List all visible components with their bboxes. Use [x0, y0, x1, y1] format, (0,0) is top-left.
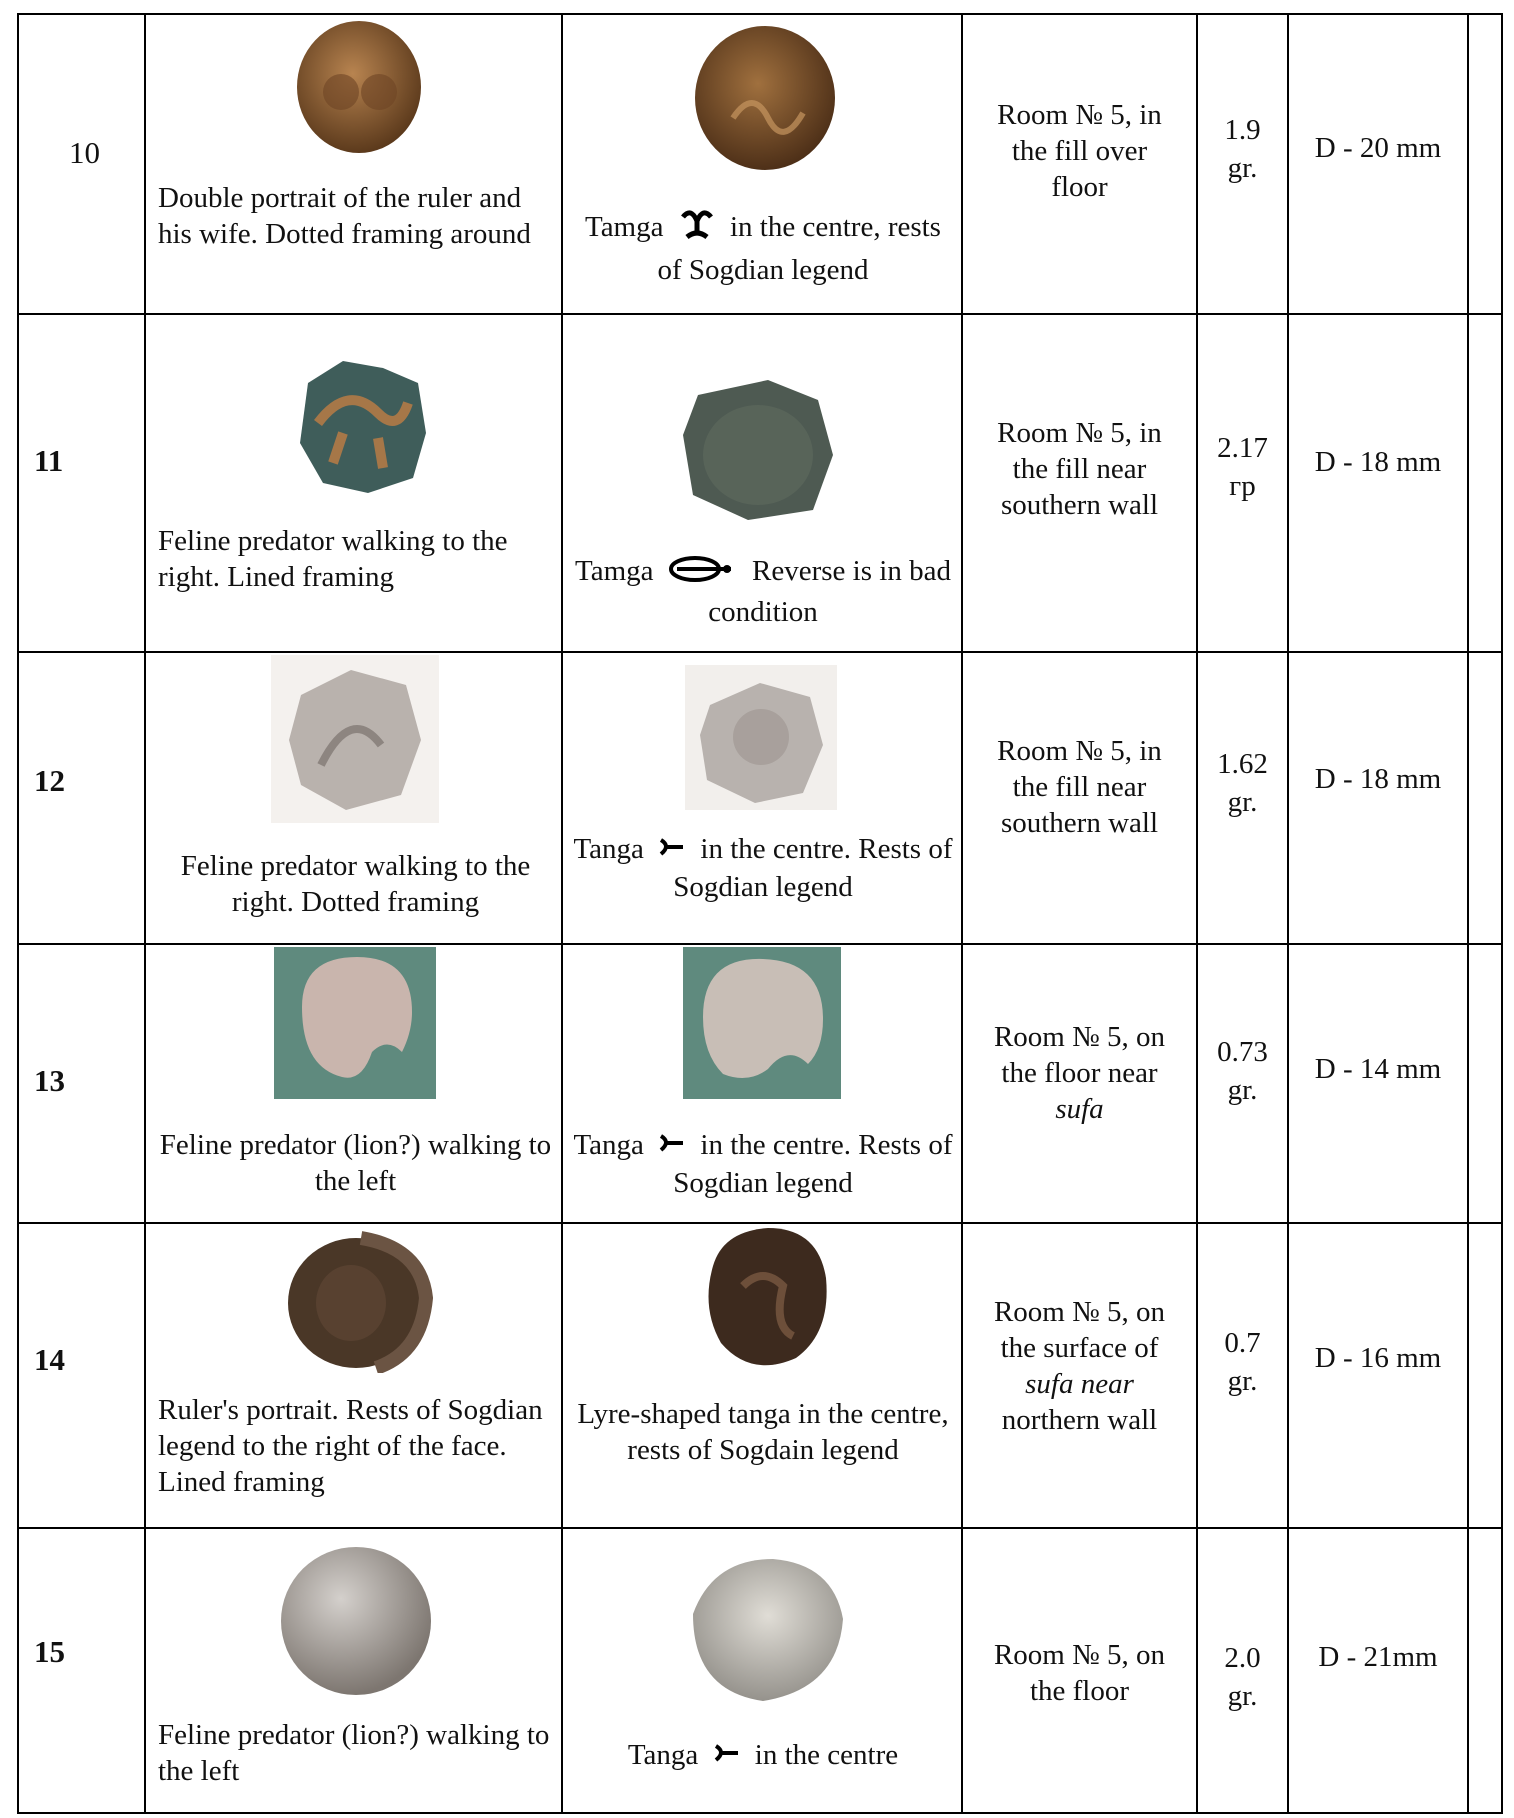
tamga-symbol-icon	[657, 833, 687, 869]
reverse-cell	[562, 314, 962, 652]
size-cell	[1288, 652, 1468, 944]
size-text: D - 18 mm	[1314, 446, 1442, 478]
reverse-cell	[562, 652, 962, 944]
obverse-cell	[145, 14, 562, 314]
weight-text: 2.0 gr.	[1224, 1642, 1261, 1712]
obverse-description: Feline predator walking to the right. Lined framing	[158, 525, 508, 593]
weight-text: 0.73 gr.	[1217, 1036, 1268, 1106]
reverse-description: Tamga Reverse is in bad condition	[573, 553, 953, 630]
tamga-symbol-icon	[712, 1739, 742, 1775]
extra-column	[1468, 1528, 1502, 1813]
weight-cell	[1197, 652, 1288, 944]
size-text: D - 20 mm	[1314, 132, 1442, 164]
coin-number: 10	[18, 14, 145, 314]
tamga-symbol-icon	[667, 553, 739, 594]
size-cell	[1288, 314, 1468, 652]
size-cell	[1288, 1223, 1468, 1528]
findspot-cell	[962, 14, 1197, 314]
weight-text: 2.17 гр	[1217, 432, 1268, 502]
weight-text: 0.7 gr.	[1224, 1327, 1261, 1397]
coin-number: 12	[18, 652, 145, 944]
obverse-description: Ruler's portrait. Rests of Sogdian legend to the right of the face. Lined framing	[158, 1394, 543, 1498]
coin-catalogue-table	[17, 13, 1503, 1814]
obverse-description: Feline predator (lion?) walking to the left	[159, 1129, 552, 1197]
reverse-description: Lyre-shaped tanga in the centre, rests of Sogdain legend	[577, 1398, 949, 1466]
extra-column	[1468, 314, 1502, 652]
reverse-description: Tamga in the centre, rests of Sogdian legend	[573, 207, 953, 288]
reverse-cell	[562, 944, 962, 1223]
weight-cell	[1197, 944, 1288, 1223]
coin-obverse-image	[274, 947, 436, 1099]
reverse-cell	[562, 1223, 962, 1528]
coin-reverse-image	[683, 947, 841, 1099]
weight-cell	[1197, 14, 1288, 314]
obverse-description: Feline predator walking to the right. Dotted framing	[180, 850, 531, 918]
coin-number: 15	[18, 1528, 145, 1813]
findspot-cell	[962, 1528, 1197, 1813]
obverse-cell	[145, 1223, 562, 1528]
table-row	[18, 652, 1502, 944]
size-text: D - 21mm	[1318, 1641, 1438, 1673]
tamga-symbol-icon	[677, 207, 717, 252]
size-text: D - 14 mm	[1314, 1053, 1442, 1085]
obverse-cell	[145, 1528, 562, 1813]
findspot-cell	[962, 314, 1197, 652]
coin-reverse-image	[693, 1226, 833, 1376]
coin-obverse-image	[288, 353, 433, 498]
findspot-text: Room № 5, on the floor	[993, 1639, 1166, 1707]
weight-cell	[1197, 1528, 1288, 1813]
weight-cell	[1197, 1223, 1288, 1528]
size-text: D - 16 mm	[1314, 1342, 1442, 1374]
table-row	[18, 1223, 1502, 1528]
findspot-cell	[962, 944, 1197, 1223]
obverse-cell	[145, 944, 562, 1223]
coin-reverse-image	[693, 23, 838, 173]
table-row	[18, 1528, 1502, 1813]
reverse-cell	[562, 1528, 962, 1813]
reverse-cell	[562, 14, 962, 314]
tamga-symbol-icon	[657, 1129, 687, 1165]
extra-column	[1468, 944, 1502, 1223]
reverse-description: Tanga in the centre. Rests of Sogdian legend	[573, 1129, 953, 1200]
table-row	[18, 944, 1502, 1223]
findspot-text: Room № 5, in the fill over floor	[997, 99, 1162, 203]
coin-obverse-image	[291, 17, 426, 157]
size-cell	[1288, 14, 1468, 314]
table-row	[18, 314, 1502, 652]
extra-column	[1468, 652, 1502, 944]
size-cell	[1288, 944, 1468, 1223]
size-cell	[1288, 1528, 1468, 1813]
coin-number: 13	[18, 944, 145, 1223]
coin-number: 14	[18, 1223, 145, 1528]
findspot-cell	[962, 1223, 1197, 1528]
findspot-cell	[962, 652, 1197, 944]
findspot-text: Room № 5, on the floor near sufa	[993, 1021, 1166, 1125]
extra-column	[1468, 14, 1502, 314]
obverse-cell	[145, 652, 562, 944]
table-row	[18, 14, 1502, 314]
findspot-text: Room № 5, in the fill near southern wall	[997, 417, 1162, 521]
findspot-text: Room № 5, on the surface of sufa near northern wall	[993, 1296, 1166, 1436]
reverse-description: Tanga in the centre	[573, 1737, 953, 1775]
obverse-description: Feline predator (lion?) walking to the left	[158, 1719, 550, 1787]
coin-reverse-image	[685, 665, 837, 810]
coin-reverse-image	[678, 375, 838, 525]
coin-reverse-image	[678, 1554, 848, 1709]
coin-number: 11	[18, 314, 145, 652]
coin-obverse-image	[276, 1541, 436, 1701]
obverse-description: Double portrait of the ruler and his wife. Dotted framing around	[158, 182, 531, 250]
coin-obverse-image	[271, 655, 439, 823]
findspot-text: Room № 5, in the fill near southern wall	[997, 735, 1162, 839]
coin-obverse-image	[281, 1228, 436, 1373]
weight-cell	[1197, 314, 1288, 652]
weight-text: 1.62 gr.	[1217, 748, 1268, 818]
size-text: D - 18 mm	[1314, 763, 1442, 795]
extra-column	[1468, 1223, 1502, 1528]
obverse-cell	[145, 314, 562, 652]
weight-text: 1.9 gr.	[1224, 114, 1261, 184]
reverse-description: Tanga in the centre. Rests of Sogdian legend	[573, 833, 953, 904]
